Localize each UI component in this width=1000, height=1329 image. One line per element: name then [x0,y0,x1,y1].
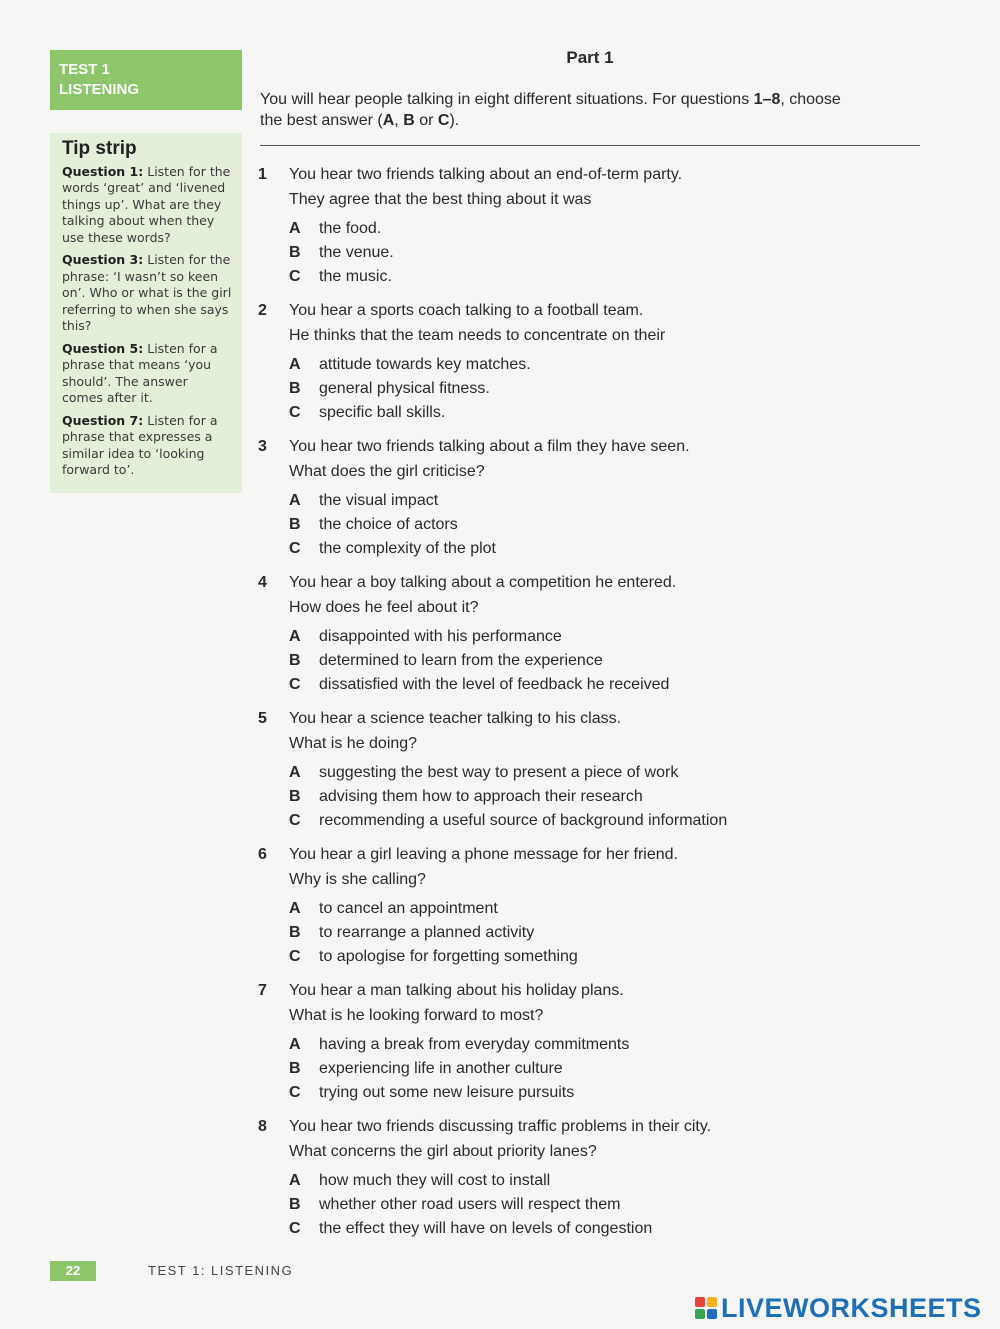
answer-option[interactable] [289,1084,574,1102]
question-prompt: Why is she calling? [289,871,426,888]
answer-option[interactable] [289,268,392,286]
option-text: advising them how to approach their research [319,788,643,805]
question-prompt: They agree that the best thing about it was [289,191,592,208]
divider [260,145,920,146]
section-tab-test: TEST 1 [59,61,110,78]
option-letter: B [289,1196,301,1213]
question-number: 4 [258,574,267,591]
instructions [260,89,910,131]
option-letter: B [289,244,301,261]
option-letter: B [289,924,301,941]
option-letter: A [289,1036,301,1053]
answer-option[interactable] [289,1172,550,1190]
question-number: 3 [258,438,267,455]
question-context: You hear a science teacher talking to his class. [289,710,622,727]
question-context: You hear a sports coach talking to a football team. [289,302,644,319]
question-context: You hear two friends talking about a film they have seen. [289,438,690,455]
tip-text: Listen for a phrase that expresses a similar idea to ‘looking forward to’. [62,412,218,477]
tip-item [62,341,232,407]
answer-option[interactable] [289,1060,563,1078]
answer-option[interactable] [289,676,669,694]
option-letter: A [289,900,301,917]
question-context: You hear two friends discussing traffic problems in their city. [289,1118,712,1135]
answer-option[interactable] [289,900,498,918]
answer-option[interactable] [289,1196,620,1214]
page-number: 22 [50,1261,96,1281]
option-text: to apologise for forgetting something [319,948,578,965]
liveworksheets-logo[interactable] [695,1292,982,1324]
instructions-line-1 [260,89,910,110]
answer-option[interactable] [289,516,458,534]
question-number: 7 [258,982,267,999]
option-text: the complexity of the plot [319,540,496,557]
option-text: dissatisfied with the level of feedback he received [319,676,670,693]
answer-option[interactable] [289,1220,652,1238]
option-text: recommending a useful source of background information [319,812,728,829]
answer-option[interactable] [289,244,394,262]
instructions-text: or [414,112,438,129]
question-prompt: What does the girl criticise? [289,463,485,480]
tip-strip-title: Tip strip [62,138,137,159]
answer-option[interactable] [289,652,603,670]
question-prompt: How does he feel about it? [289,599,479,616]
tip-text: Listen for a phrase that means ‘you should’. The answer comes after it. [62,340,218,405]
option-letter: C [289,676,301,693]
part-title: Part 1 [566,48,614,67]
option-text: suggesting the best way to present a piece of work [319,764,679,781]
option-text: determined to learn from the experience [319,652,603,669]
tip-text: Listen for the words ‘great’ and ‘livened things up’. What are they talking about when they use these words? [62,163,231,245]
answer-option[interactable] [289,1036,629,1054]
tip-item [62,164,232,247]
answer-option[interactable] [289,356,531,374]
question-context: You hear a boy talking about a competition he entered. [289,574,677,591]
instructions-text: You will hear people talking in eight different situations. For questions [260,91,754,108]
option-text: the venue. [319,244,394,261]
option-letter: C [289,540,301,557]
instructions-text: , choose [780,91,841,108]
option-letter: A [289,220,301,237]
question-number: 8 [258,1118,267,1135]
question-number: 6 [258,846,267,863]
option-letter: A [289,1172,301,1189]
option-letter: C [289,948,301,965]
question-context: You hear a girl leaving a phone message for her friend. [289,846,678,863]
instructions-text: ). [449,112,460,129]
answer-option[interactable] [289,764,678,782]
question-context: You hear a man talking about his holiday plans. [289,982,624,999]
question-number: 1 [258,166,267,183]
option-letter: B [289,516,301,533]
instructions-line-2 [260,110,910,131]
option-letter-b: B [403,112,415,129]
instructions-text: the best answer ( [260,112,383,129]
answer-option[interactable] [289,948,578,966]
running-title: TEST 1: LISTENING [148,1263,294,1278]
option-text: general physical fitness. [319,380,490,397]
question-prompt: He thinks that the team needs to concentrate on their [289,327,666,344]
option-text: to rearrange a planned activity [319,924,535,941]
option-text: the music. [319,268,392,285]
answer-option[interactable] [289,404,445,422]
option-text: experiencing life in another culture [319,1060,563,1077]
option-text: trying out some new leisure pursuits [319,1084,575,1101]
option-letter: C [289,1220,301,1237]
option-letter: B [289,788,301,805]
question-prompt: What concerns the girl about priority lanes? [289,1143,597,1160]
option-text: having a break from everyday commitments [319,1036,630,1053]
question-prompt: What is he looking forward to most? [289,1007,544,1024]
option-text: disappointed with his performance [319,628,562,645]
answer-option[interactable] [289,380,490,398]
question-number: 2 [258,302,267,319]
option-letter: C [289,1084,301,1101]
answer-option[interactable] [289,492,438,510]
answer-option[interactable] [289,812,727,830]
brand-icon [695,1297,717,1319]
option-text: whether other road users will respect them [319,1196,621,1213]
option-letter: B [289,1060,301,1077]
option-text: the visual impact [319,492,439,509]
option-letter: A [289,356,301,373]
tip-item [62,413,232,479]
option-letter: C [289,404,301,421]
option-text: the choice of actors [319,516,458,533]
instructions-text: , [394,112,404,129]
tip-label: Question 7: [62,412,144,428]
option-letter: C [289,268,301,285]
answer-option[interactable] [289,628,562,646]
option-text: the food. [319,220,382,237]
question-context: You hear two friends talking about an end-of-term party. [289,166,683,183]
tip-item [62,252,232,335]
option-letter: B [289,380,301,397]
option-letter: A [289,764,301,781]
answer-option[interactable] [289,924,534,942]
tip-text: Listen for the phrase: ‘I wasn’t so keen on’. Who or what is the girl referring to when she says this? [62,252,232,333]
option-letter: C [289,812,301,829]
option-letter-c: C [437,112,450,129]
answer-option[interactable] [289,220,381,238]
option-letter: A [289,492,301,509]
option-letter-a: A [382,112,395,129]
answer-option[interactable] [289,540,496,558]
tip-label: Question 1: [62,163,144,179]
option-text: to cancel an appointment [319,900,498,917]
option-text: how much they will cost to install [319,1172,551,1189]
brand-name: LIVEWORKSHEETS [721,1292,982,1323]
tip-strip [50,133,242,493]
tip-label: Question 5: [62,340,144,356]
option-letter: A [289,628,301,645]
option-text: the effect they will have on levels of congestion [319,1220,653,1237]
answer-option[interactable] [289,788,643,806]
question-range: 1–8 [753,91,781,108]
question-number: 5 [258,710,267,727]
option-text: attitude towards key matches. [319,356,531,373]
option-text: specific ball skills. [319,404,446,421]
option-letter: B [289,652,301,669]
question-prompt: What is he doing? [289,735,418,752]
tip-label: Question 3: [62,252,144,267]
section-tab-skill: LISTENING [59,81,140,98]
